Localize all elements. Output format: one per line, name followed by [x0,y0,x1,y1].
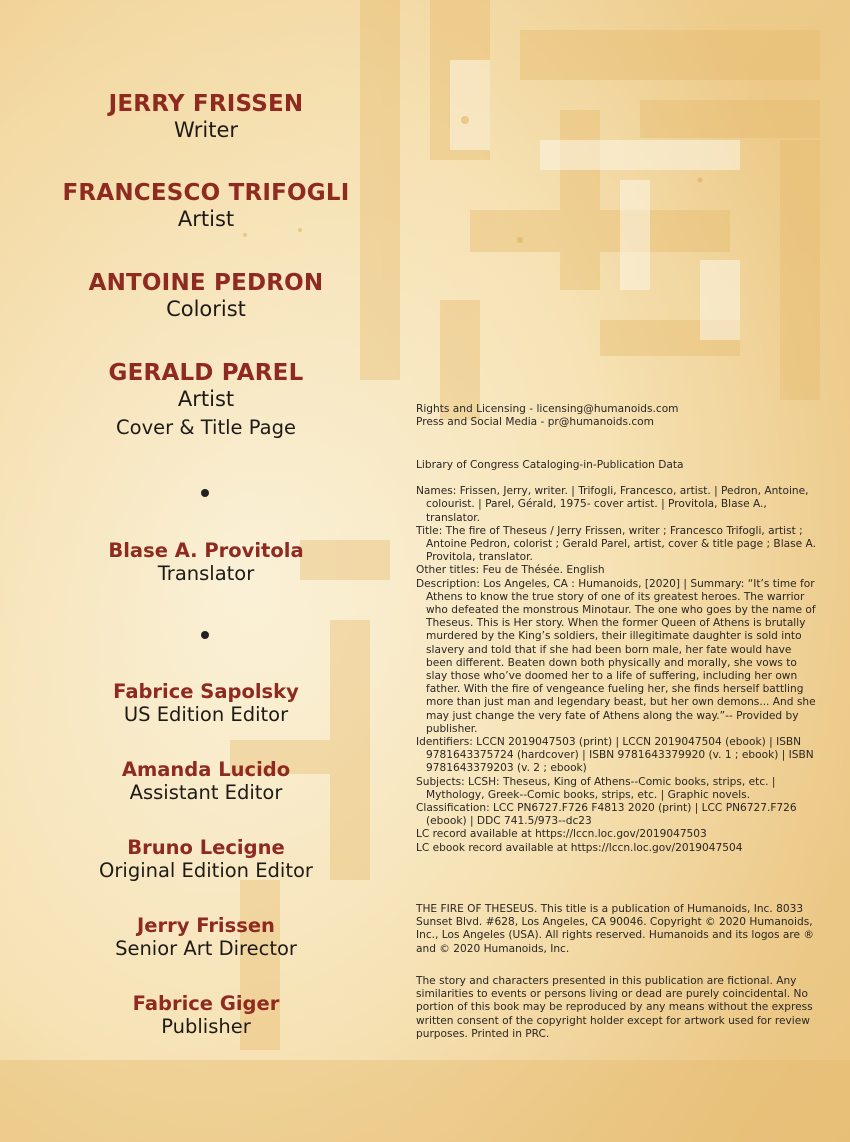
cip-entry: LC ebook record available at https://lccn.loc.gov/2019047504 [416,841,743,854]
staff-role: Original Edition Editor [99,858,313,882]
copyright-block [416,903,816,956]
credit-role: Artist [177,386,235,411]
credit-name: ANTOINE PEDRON [88,270,324,296]
staff-name: Fabrice Sapolsky [113,680,299,703]
credit-cover-artist [0,361,412,439]
credits-column [0,0,412,1142]
copyright-text: THE FIRE OF THESEUS. This title is a publication of Humanoids, Inc. 8033 Sunset Blvd. #628, Los Angeles, CA 90046. Copyright © 2020 Humanoids, Inc., Los Angeles (USA). All rights reserved. Humanoids and its logos are ® and © 2020 Humanoids, Inc. [416,903,815,955]
staff-publisher [0,993,412,1038]
staff-us-editor [0,681,412,726]
contacts-block [416,403,816,429]
staff-name: Jerry Frissen [137,914,275,937]
credit-artist [0,181,412,232]
staff-name: Fabrice Giger [132,992,280,1015]
staff-role: US Edition Editor [123,702,289,726]
cip-entry: Classification: LCC PN6727.F726 F4813 2020 (print) | LCC PN6727.F726 (ebook) | DDC 741.5/973--dc23 [416,802,797,828]
staff-role: Assistant Editor [129,780,283,804]
credit-role-secondary: Cover & Title Page [116,415,296,439]
cip-heading: Library of Congress Cataloging-in-Publication Data [416,459,684,471]
staff-original-editor [0,837,412,882]
cip-entry: Names: Frissen, Jerry, writer. | Trifogli, Francesco, artist. | Pedron, Antoine, colourist. | Parel, Gérald, 1975- cover artist. | Provitola, Blase A., translator. [416,485,809,524]
credit-writer [0,92,412,143]
credit-name: Blase A. Provitola [108,539,304,562]
contact-line: Rights and Licensing - licensing@humanoids.com [416,403,679,415]
credit-name: GERALD PAREL [108,360,304,386]
credit-role: Colorist [166,296,246,321]
staff-role: Publisher [161,1014,251,1038]
disclaimer-block [416,975,816,1041]
cip-entry: Identifiers: LCCN 2019047503 (print) | LCCN 2019047504 (ebook) | ISBN 9781643375724 (hardcover) | ISBN 9781643379920 (v. 1 ; ebook) | ISBN 9781643379203 (v. 2 ; ebook) [416,736,814,775]
cip-entry: Description: Los Angeles, CA : Humanoids, [2020] | Summary: “It’s time for Athens to know the true story of one of its greatest heroes. The warrior who defeated the monstrous Minotaur. The one who goes by the name of Theseus. This is Her story. When the former Queen of Athens is brutally murdered by the King’s soldiers, their illegitimate daughter is sold into slavery and told that if she had been born male, her fate would have been different. Beaten down both physically and morally, she vows to slay those who’ve doomed her to a life of suffering, including her own father. With the fire of vengeance fueling her, she finds herself battling more than just man and legendary beast, but her own demons... And she may just change the very fate of Athens along the way.”-- Provided by publisher. [416,577,816,735]
separator-bullet [201,489,209,497]
separator-bullet [201,631,209,639]
credit-colorist [0,271,412,322]
cip-entry: LC record available at https://lccn.loc.gov/2019047503 [416,828,707,841]
cip-entry: Subjects: LCSH: Theseus, King of Athens--Comic books, strips, etc. | Mythology, Greek--Comic books, strips, etc. | Graphic novels. [416,775,776,801]
cip-entry: Other titles: Feu de Thésée. English [416,564,605,577]
staff-assistant-editor [0,759,412,804]
staff-name: Bruno Lecigne [127,836,285,859]
staff-art-director [0,915,412,960]
staff-role: Senior Art Director [115,936,297,960]
cip-entry: Title: The fire of Theseus / Jerry Frissen, writer ; Francesco Trifogli, artist ; Antoine Pedron, colorist ; Gerald Parel, artist, cover & title page ; Blase A. Provitola, translator. [416,524,816,564]
contact-line: Press and Social Media - pr@humanoids.com [416,416,654,429]
disclaimer-text: The story and characters presented in this publication are fictional. Any similarities to events or persons living or dead are purely coincidental. No portion of this book may be reproduced by any means without the express written consent of the copyright holder except for artwork used for review purposes. Printed in PRC. [416,975,813,1040]
credit-name: JERRY FRISSEN [108,91,304,117]
credit-name: FRANCESCO TRIFOGLI [62,180,350,206]
staff-name: Amanda Lucido [121,758,291,781]
cip-block [416,459,816,855]
credit-role: Translator [157,561,255,585]
credit-role: Artist [177,206,235,231]
credit-translator [0,540,412,585]
credit-role: Writer [173,117,239,142]
